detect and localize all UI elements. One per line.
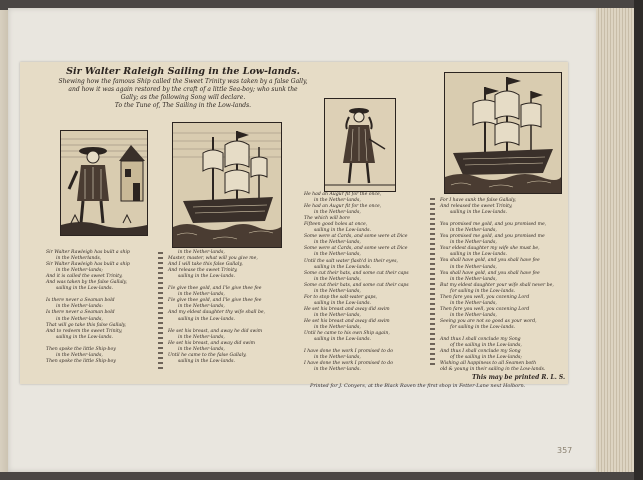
broadside-sheet bbox=[20, 62, 568, 389]
ballad-heading bbox=[48, 66, 318, 110]
verse-line: sailing in the Low-lands. bbox=[314, 264, 371, 270]
verse-line: I'le give thee gold, and I'le give thee fee bbox=[168, 298, 262, 304]
verse-column-2 bbox=[168, 250, 265, 365]
verse-line: sailing in the Low-lands. bbox=[178, 316, 235, 322]
verse-line: in the Nether-lands, bbox=[178, 250, 225, 255]
verse-line: in the Nether-lands, bbox=[314, 288, 361, 294]
verse-line: Some cut their hats, and some cut their caps bbox=[304, 270, 409, 276]
verse-line: in the Nether-lands, bbox=[56, 352, 103, 358]
verse-line: in the Nether-lands, bbox=[450, 264, 497, 270]
verse-line: And released the sweet Trinity, bbox=[440, 204, 513, 210]
verse-line: He set his breast, and away did swim bbox=[168, 340, 256, 346]
verse-line: Sir Walter Rawleigh has built a ship bbox=[46, 262, 130, 268]
verse-line: in the Nether-lands, bbox=[314, 210, 361, 216]
verse-line: Until the salt water flash'd in their eyes, bbox=[304, 258, 398, 264]
verse-line: I have done the work I promised to do bbox=[304, 361, 393, 367]
sailing-ship-icon bbox=[173, 123, 281, 247]
verse-line: Some cut their hats, and some cut their caps bbox=[304, 282, 409, 288]
licence-line: This may be printed R. L. S. bbox=[472, 374, 566, 381]
book-spine bbox=[634, 0, 643, 480]
verse-line: And thus I shall conclude my Song bbox=[440, 337, 521, 343]
verse-line: for sailing in the Low-lands. bbox=[450, 288, 516, 294]
verse-line: Fifteen good holes at once, bbox=[304, 222, 368, 228]
verse-line: in the Nether-lands, bbox=[178, 292, 225, 298]
verse-line: Some were at Cards, and some were at Dice bbox=[304, 246, 408, 252]
verse-line: in the Nether-lands: bbox=[56, 304, 103, 310]
verse-line: He had an Augur fit for the once, bbox=[304, 192, 382, 197]
verse-line: sailing in the Low-lands. bbox=[314, 228, 371, 234]
verse-line: He set his breast and away did swim bbox=[304, 318, 390, 324]
verse-line: in the Nether-lands, bbox=[450, 240, 497, 246]
verse-line: He had an Augur fit for the once, bbox=[304, 204, 382, 210]
ballad-intro-1: Shewing how the famous Ship called the Sweet Trinity was taken by a false Gally, bbox=[58, 78, 308, 85]
verse-line: Until he came to the false Gallaly, bbox=[168, 352, 247, 358]
sailing-ship-icon bbox=[445, 73, 561, 193]
verse-line: Then spoke the little Ship-boy bbox=[46, 346, 116, 352]
woodcut-gentleman-house bbox=[60, 130, 148, 236]
verse-line: Seeing you are not so good as your word, bbox=[440, 318, 537, 324]
verse-line: You shall have gold, and you shall have fee bbox=[440, 270, 540, 276]
standing-man-icon bbox=[325, 99, 395, 191]
verse-line: in the Nether-lands, bbox=[314, 252, 361, 258]
verse-line: in the Nether-lands, bbox=[450, 228, 497, 234]
verse-ornament-right bbox=[430, 198, 435, 368]
verse-line: I'le give thee gold, and I'le give thee fee bbox=[168, 286, 262, 292]
verse-line: in the Nether-lands, bbox=[450, 276, 497, 282]
verse-line: sailing in the Low-lands. bbox=[178, 358, 235, 364]
verse-line: That will go take this false Gallaly, bbox=[46, 322, 127, 328]
verse-line: And it is called the sweet Trinity, bbox=[46, 274, 123, 280]
verse-line: For to stop the salt-water gaps, bbox=[304, 294, 378, 300]
verse-line: in the Netherlands, bbox=[56, 256, 102, 262]
verse-line: sailing in the Low-lands. bbox=[314, 300, 371, 306]
verse-line: Sir Walter Rawleigh has built a ship bbox=[46, 250, 130, 255]
verse-line: in the Nether-lands, bbox=[450, 300, 497, 306]
woodcut-standing-gentleman bbox=[324, 98, 396, 192]
verse-line: For I have sunk the false Gallaly, bbox=[440, 198, 517, 203]
verse-line: And was taken by the false Gallaly, bbox=[46, 280, 128, 286]
verse-line: I have done the work I promised to do bbox=[304, 349, 393, 355]
verse-line: The which will bore bbox=[304, 216, 350, 222]
verse-line: in the Nether-lands, bbox=[178, 304, 225, 310]
verse-line: sailing in the Low-lands. bbox=[450, 252, 507, 258]
verse-line: Is there never a Seaman bold bbox=[46, 310, 115, 316]
verse-line: Then fare you well, you cozening Lord bbox=[440, 306, 530, 312]
verse-line: in the Nether-lands; bbox=[56, 268, 103, 274]
verse-line: You promised me gold, and you promised me, bbox=[440, 222, 547, 228]
verse-column-3 bbox=[304, 192, 409, 373]
ballad-intro-2: and how it was again restored by the craft of a little Sea-boy; who sunk the bbox=[68, 86, 298, 93]
verse-line: in the Nether-lands, bbox=[314, 276, 361, 282]
verse-line: And thus I shall conclude my Song bbox=[440, 349, 521, 355]
imprint-line: Printed for J. Conyers, at the Black Raven the first shop in Fetter-Lane next Holborn. bbox=[310, 383, 526, 389]
verse-line: sailing in the Low-lands. bbox=[178, 274, 235, 280]
folio-number: 357 bbox=[557, 446, 573, 455]
verse-line: in the Nether-lands, bbox=[314, 325, 361, 331]
verse-line: sailing in the Low-lands. bbox=[56, 286, 113, 292]
verse-line: Master, master, what will you give me, bbox=[168, 256, 258, 262]
woodcut-ship-left bbox=[172, 122, 282, 248]
verse-line: in the Nether-lands, bbox=[56, 316, 103, 322]
verse-line: in the Nether-lands, bbox=[314, 198, 361, 204]
verse-line: Some were at Cards, and some were at Dice bbox=[304, 234, 408, 240]
verse-line: Wishing all happiness to all Seamen both bbox=[440, 361, 537, 367]
verse-line: of the sailing in the Low-lands; bbox=[450, 355, 522, 361]
verse-line: You promised me gold, and you promised me bbox=[440, 234, 545, 240]
verse-line: And to redeem the sweet Trinity, bbox=[46, 328, 123, 334]
verse-line: Then spoke the little Ship-boy bbox=[46, 358, 116, 364]
verse-line: He set his breast and away did swim bbox=[304, 306, 390, 312]
verse-line: Then fare you well, you cozening Lord bbox=[440, 294, 530, 300]
verse-line: sailing in the Low-lands. bbox=[56, 334, 113, 340]
woodcut-ship-right bbox=[444, 72, 562, 194]
verse-line: And my eldest daughter thy wife shall be, bbox=[168, 310, 266, 316]
verse-line: old & young in their sailing in the Low-lands. bbox=[440, 367, 546, 373]
verse-column-4 bbox=[440, 198, 554, 373]
ballad-tune: To the Tune of, The Sailing in the Low-lands. bbox=[114, 102, 252, 109]
verse-line: in the Nether-lands. bbox=[314, 367, 361, 373]
verse-line: in the Nether-lands, bbox=[178, 346, 225, 352]
ballad-intro-3: Gally; as the following Song will declare. bbox=[120, 94, 246, 101]
verse-line: Until he came to his own Ship again, bbox=[304, 331, 390, 337]
verse-ornament-left bbox=[158, 252, 163, 370]
verse-line: for sailing in the Low-lands. bbox=[450, 324, 516, 330]
verse-line: And I will take this false Gallaly, bbox=[168, 262, 243, 268]
verse-line: of the sailing in the Low-lands, bbox=[450, 343, 522, 349]
verse-line: You shall have gold, and you shall have fee bbox=[440, 258, 540, 264]
verse-line: in the Nether-lands, bbox=[450, 312, 497, 318]
verse-line: sailing in the Low-lands. bbox=[314, 337, 371, 343]
verse-line: in the Nether-lands, bbox=[314, 312, 361, 318]
verse-line: in the Nether-lands, bbox=[314, 355, 361, 361]
verse-line: in the Nether-lands, bbox=[178, 334, 225, 340]
verse-line: Is there never a Seaman bold bbox=[46, 298, 115, 304]
verse-line: But my eldest daughter your wife shall never be, bbox=[440, 282, 554, 288]
verse-line: He set his breast, and away he did swim bbox=[168, 328, 263, 334]
gentleman-figure-icon bbox=[61, 131, 147, 235]
verse-line: sailing in the Low-lands. bbox=[450, 210, 507, 216]
verse-line: Your eldest daughter my wife she must be, bbox=[440, 246, 540, 252]
verse-line: And release the sweet Trinity, bbox=[168, 268, 238, 274]
verse-line: in the Nether-lands, bbox=[314, 240, 361, 246]
ballad-title: Sir Walter Raleigh Sailing in the Low-lands. bbox=[66, 66, 300, 77]
verse-column-1 bbox=[46, 250, 130, 365]
page-stack-edge bbox=[596, 8, 636, 472]
